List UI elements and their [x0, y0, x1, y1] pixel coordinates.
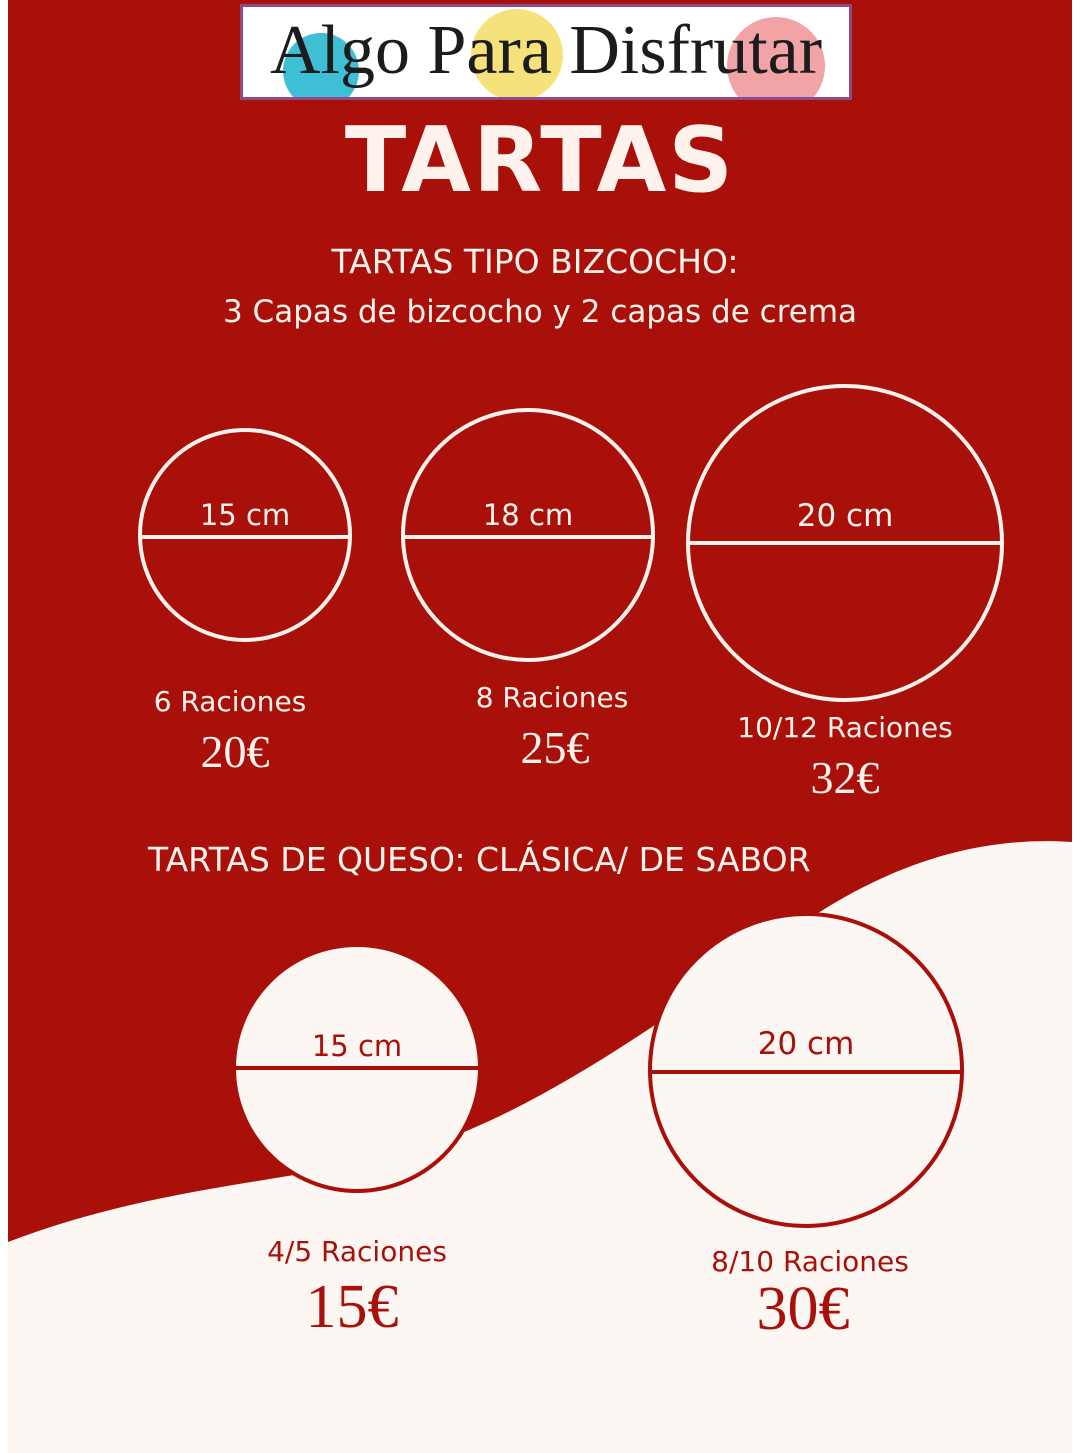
cake-size-label: 15 cm	[199, 498, 291, 532]
cake-servings: 8 Raciones	[475, 681, 629, 714]
diameter-line	[142, 535, 348, 539]
cake-price: 20€	[200, 726, 270, 777]
cake-circle-20cm	[686, 384, 1004, 702]
left-border	[0, 0, 8, 1453]
diameter-line	[405, 535, 651, 539]
cheesecake-circle-20cm	[648, 912, 964, 1228]
cheesecake-circle-15cm	[232, 943, 482, 1193]
logo-text: Algo Para Disfrutar	[269, 12, 823, 89]
queso-heading: TARTAS DE QUESO: CLÁSICA/ DE SABOR	[148, 840, 811, 879]
diameter-line	[236, 1066, 478, 1070]
bizcocho-heading: TARTAS TIPO BIZCOCHO:	[331, 242, 739, 281]
cake-size-label: 15 cm	[311, 1029, 403, 1063]
cake-size-label: 20 cm	[796, 498, 894, 534]
cake-price: 15€	[305, 1273, 399, 1341]
cake-price: 32€	[810, 752, 880, 803]
bizcocho-description: 3 Capas de bizcocho y 2 capas de crema	[222, 294, 858, 330]
cake-servings: 8/10 Raciones	[711, 1245, 909, 1278]
brand-logo	[240, 4, 852, 100]
page-title: TARTAS	[344, 108, 736, 213]
diameter-line	[652, 1070, 960, 1074]
cake-circle-18cm	[401, 408, 655, 662]
cake-size-label: 20 cm	[757, 1026, 855, 1062]
diameter-line	[690, 541, 1000, 545]
cake-servings: 6 Raciones	[153, 685, 307, 718]
right-border	[1072, 0, 1080, 1453]
cake-circle-15cm	[138, 428, 352, 642]
cake-servings: 10/12 Raciones	[737, 711, 953, 744]
cake-price: 25€	[520, 722, 590, 773]
cake-size-label: 18 cm	[482, 498, 574, 532]
cake-price: 30€	[756, 1275, 850, 1343]
cake-servings: 4/5 Raciones	[267, 1235, 447, 1268]
